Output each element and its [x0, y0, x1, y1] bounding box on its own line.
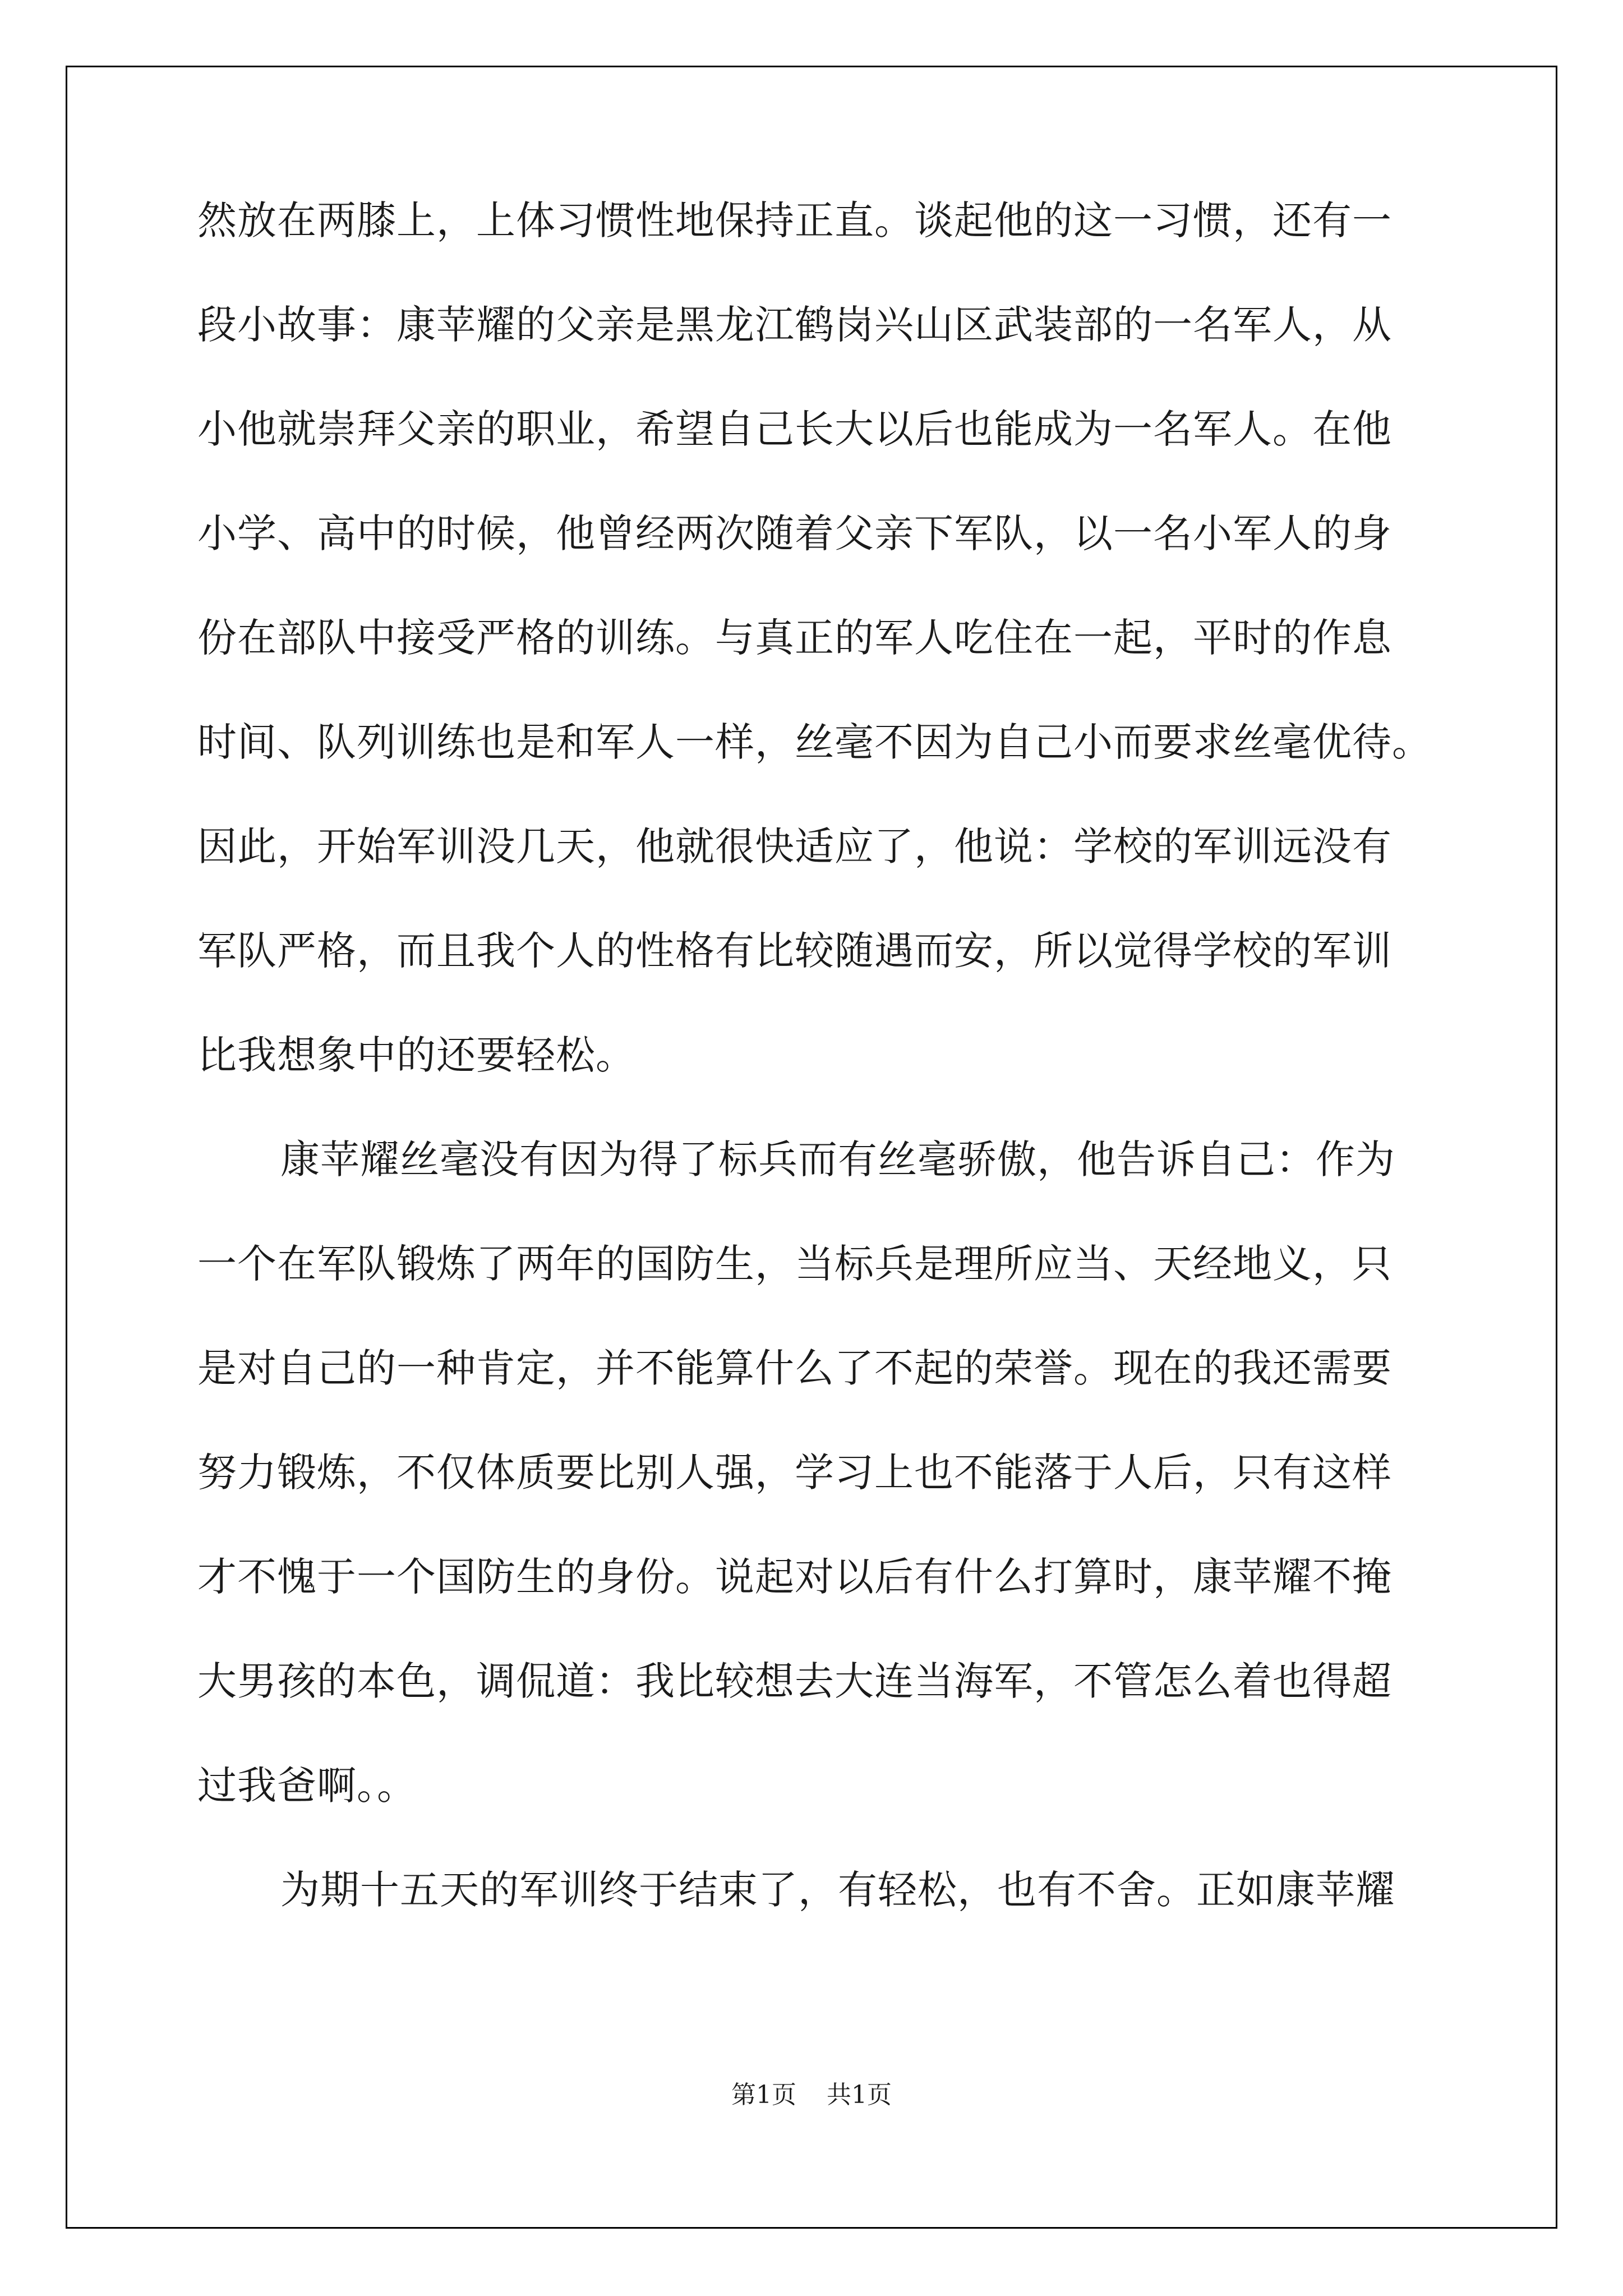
text-line: 比我想象中的还要轻松。 — [197, 1032, 635, 1078]
text-line: 因此，开始军训没几天，他就很快适应了，他说：学校的军训远没有 — [197, 823, 1392, 869]
text-line: 大男孩的本色，调侃道：我比较想去大连当海军，不管怎么着也得超 — [197, 1658, 1392, 1704]
text-line: 一个在军队锻炼了两年的国防生，当标兵是理所应当、天经地义，只 — [197, 1241, 1392, 1287]
text-line: 小他就崇拜父亲的职业，希望自己长大以后也能成为一名军人。在他 — [197, 406, 1392, 452]
text-line: 是对自己的一种肯定，并不能算什么了不起的荣誉。现在的我还需要 — [197, 1345, 1392, 1391]
page-total: 共1页 — [827, 2081, 892, 2109]
text-line: 过我爸啊。。 — [197, 1763, 417, 1809]
page-footer — [0, 2078, 1623, 2112]
text-line: 段小故事：康苹耀的父亲是黑龙江鹤岗兴山区武装部的一名军人，从 — [197, 302, 1392, 348]
text-line: 才不愧于一个国防生的身份。说起对以后有什么打算时，康苹耀不掩 — [197, 1554, 1392, 1600]
document-body — [197, 168, 1454, 1942]
text-line: 时间、队列训练也是和军人一样，丝毫不因为自己小而要求丝毫优待。 — [197, 719, 1432, 765]
page-number: 第1页 — [731, 2081, 796, 2109]
text-line: 小学、高中的时候，他曾经两次随着父亲下军队，以一名小军人的身 — [197, 510, 1392, 556]
paragraph-start-line: 康苹耀丝毫没有因为得了标兵而有丝毫骄傲，他告诉自己：作为 — [280, 1137, 1395, 1182]
paragraph-start-line: 为期十五天的军训终于结束了，有轻松，也有不舍。正如康苹耀 — [280, 1867, 1395, 1913]
text-line: 努力锻炼，不仅体质要比别人强，学习上也不能落于人后，只有这样 — [197, 1450, 1392, 1496]
text-line: 份在部队中接受严格的训练。与真正的军人吃住在一起，平时的作息 — [197, 615, 1392, 661]
text-line: 军队严格，而且我个人的性格有比较随遇而安，所以觉得学校的军训 — [197, 928, 1392, 974]
text-line: 然放在两膝上，上体习惯性地保持正直。谈起他的这一习惯，还有一 — [197, 197, 1392, 243]
